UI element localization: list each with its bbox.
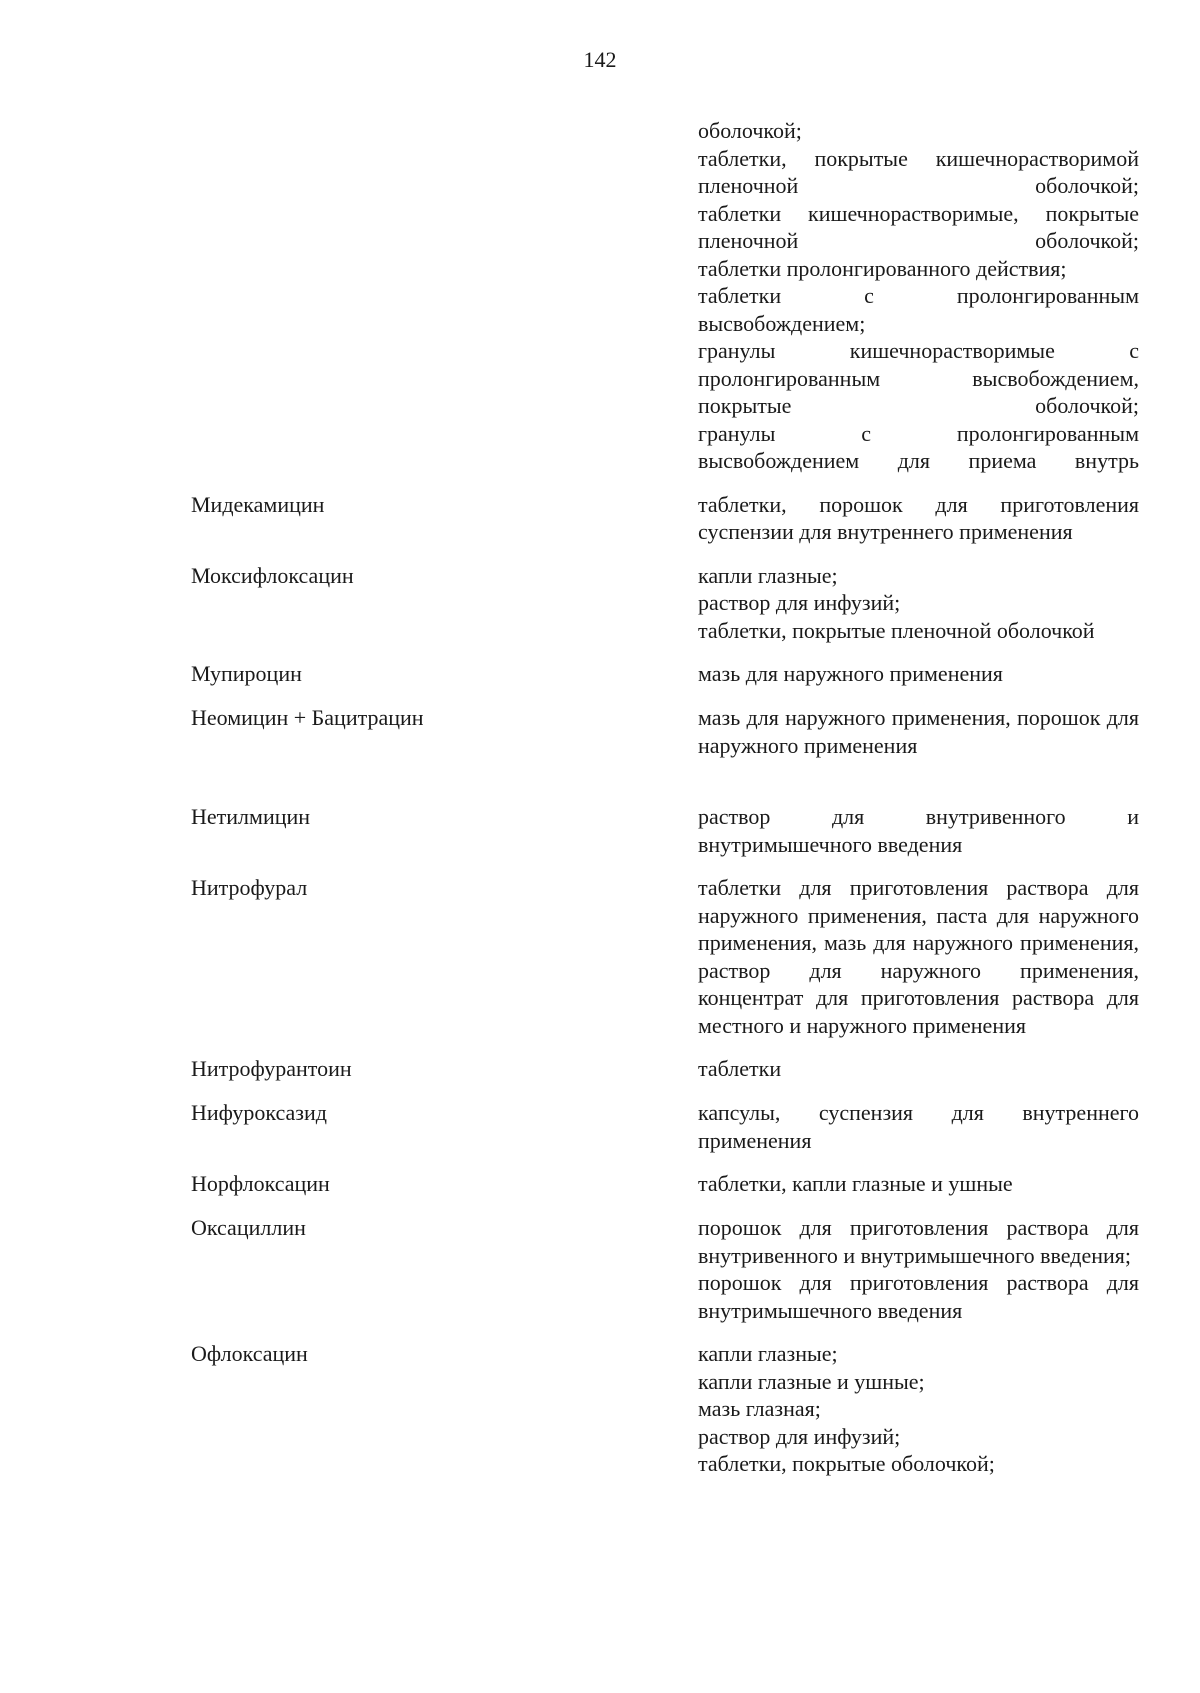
table-row [191, 491, 1139, 546]
dosage-form-line: капсулы, суспензия для внутреннего применения [698, 1100, 1139, 1153]
drug-name: Моксифлоксацин [191, 562, 354, 588]
dosage-form-line: гранулы кишечнорастворимые с пролонгированным высвобождением, покрытые оболочкой; [698, 338, 1139, 418]
dosage-form-line: таблетки с пролонгированным высвобождением; [698, 283, 1139, 336]
dosage-forms [665, 1055, 1139, 1083]
table-row [191, 803, 1139, 858]
page-number: 142 [583, 47, 617, 72]
table-row [191, 1099, 1139, 1154]
dosage-form-line: таблетки кишечнорастворимые, покрытые пленочной оболочкой; [698, 200, 1139, 253]
dosage-form-line: таблетки, покрытые кишечнорастворимой пленочной оболочкой; [698, 145, 1139, 198]
dosage-forms [665, 874, 1139, 1039]
dosage-forms [665, 704, 1139, 759]
dosage-form-line: капли глазные и ушные; [698, 1368, 925, 1394]
drug-name: Нетилмицин [191, 804, 311, 829]
drug-name: Офлоксацин [191, 1341, 308, 1366]
dosage-forms [665, 803, 1139, 858]
dosage-form-line: раствор для инфузий; [698, 1423, 901, 1449]
table-row [191, 660, 1139, 688]
dosage-form-line: таблетки, покрытые пленочной оболочкой [698, 617, 1095, 643]
table-row [191, 704, 1139, 759]
dosage-forms [665, 660, 1139, 688]
drug-table [191, 117, 1139, 1478]
dosage-form-line: капли глазные; [698, 1341, 838, 1366]
dosage-form-line: мазь глазная; [698, 1396, 821, 1421]
dosage-form-line: таблетки для приготовления раствора для наружного применения, паста для наружного применения, мазь для наружного применения, раствор для наружного применения, концентрат для приготовления раствора для местного и наружного применения [698, 875, 1139, 1038]
dosage-forms [665, 562, 1139, 645]
dosage-form-line: таблетки [698, 1056, 782, 1081]
dosage-forms [665, 1170, 1139, 1198]
dosage-form-line: таблетки пролонгированного действия; [698, 255, 1067, 281]
dosage-form-line: таблетки, покрытые оболочкой; [698, 1451, 995, 1476]
dosage-form-line: капли глазные; [698, 562, 838, 588]
table-row [191, 117, 1139, 475]
dosage-form-line: таблетки, капли глазные и ушные [698, 1171, 1013, 1196]
dosage-form-line: оболочкой; [698, 118, 802, 143]
dosage-form-line: раствор для внутривенного и внутримышечного введения [698, 804, 1139, 857]
dosage-forms [665, 491, 1139, 546]
dosage-form-line: мазь для наружного применения [698, 661, 1003, 686]
dosage-form-line: мазь для наружного применения, порошок для наружного применения [698, 705, 1139, 758]
drug-name: Оксациллин [191, 1215, 306, 1240]
table-row [191, 1055, 1139, 1083]
table-row [191, 562, 1139, 645]
dosage-form-line: порошок для приготовления раствора для внутривенного и внутримышечного введения; [698, 1215, 1139, 1268]
drug-name: Нитрофурантоин [191, 1056, 352, 1081]
dosage-form-line: гранулы с пролонгированным высвобождением для приема внутрь [698, 420, 1139, 473]
dosage-forms [665, 1214, 1139, 1324]
table-row [191, 1214, 1139, 1324]
drug-name: Норфлоксацин [191, 1171, 330, 1196]
dosage-form-line: таблетки, порошок для приготовления суспензии для внутреннего применения [698, 491, 1139, 544]
drug-name: Неомицин + Бацитрацин [191, 705, 424, 730]
table-row [191, 1170, 1139, 1198]
drug-name: Нитрофурал [191, 875, 308, 900]
dosage-forms [665, 1099, 1139, 1154]
table-row [191, 1340, 1139, 1478]
dosage-forms [665, 117, 1139, 475]
dosage-form-line: порошок для приготовления раствора для внутримышечного введения [698, 1270, 1139, 1323]
dosage-form-line: раствор для инфузий; [698, 590, 901, 615]
drug-name: Мидекамицин [191, 491, 325, 517]
drug-name: Мупироцин [191, 661, 302, 686]
dosage-forms [665, 1340, 1139, 1478]
table-row [191, 874, 1139, 1039]
drug-name: Нифуроксазид [191, 1100, 327, 1125]
